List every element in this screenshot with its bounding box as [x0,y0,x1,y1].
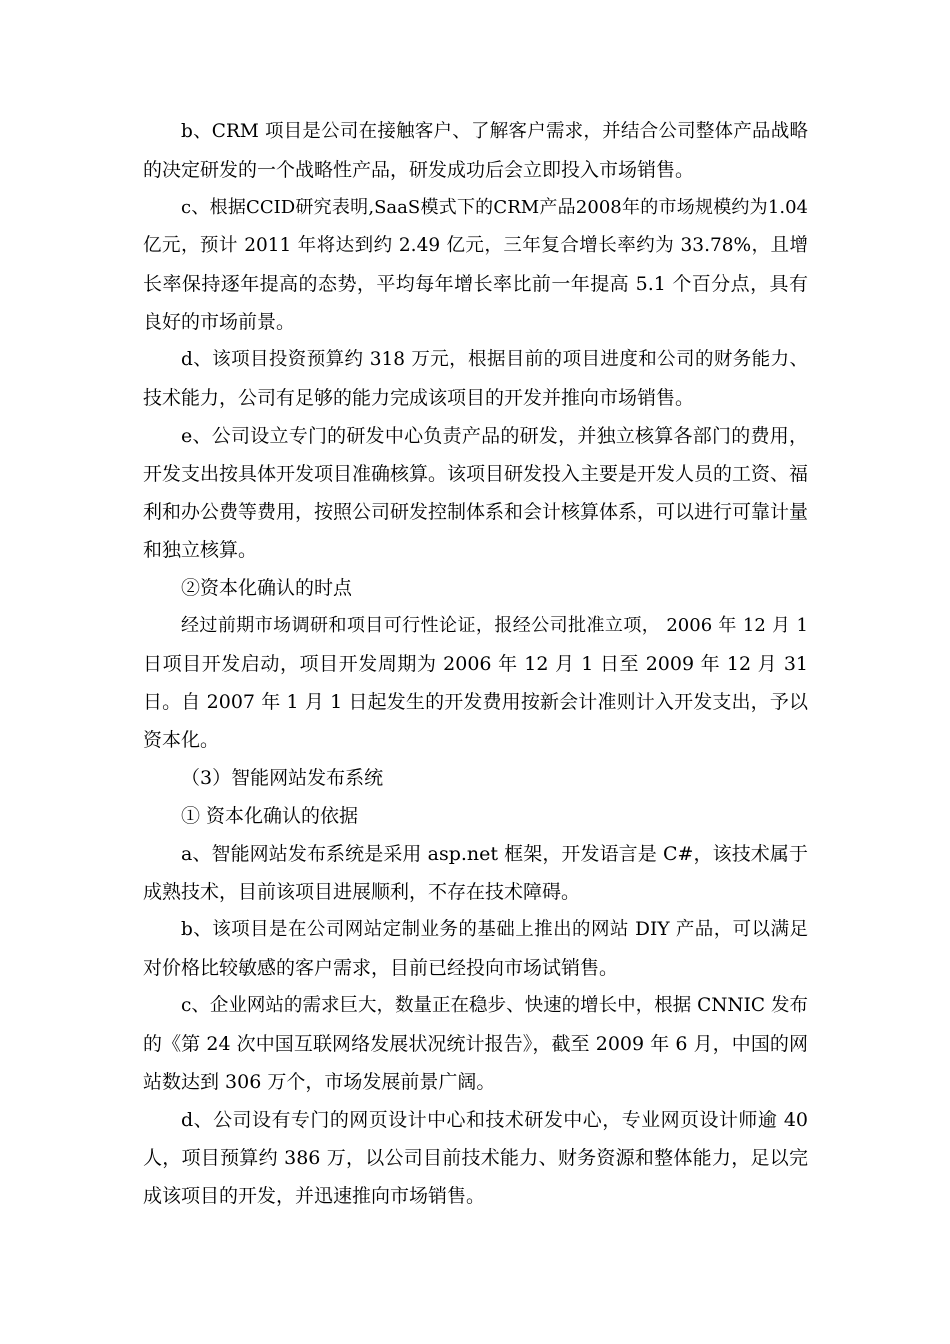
para-timing-line-4: 资本化。 [143,729,220,751]
para-d-design-line-1: d、公司设有专门的网页设计中心和技术研发中心，专业网页设计师逾 40 [181,1109,808,1131]
para-b-crm-line-1: b、CRM 项目是公司在接触客户、了解客户需求，并结合公司整体产品战略 [181,121,808,142]
para-b-diy-line-2: 对价格比较敏感的客户需求，目前已经投向市场试销售。 [143,957,619,979]
para-c-cnnic-line-2: 的《第 24 次中国互联网络发展状况统计报告》，截至 2009 年 6 月，中国的网 [143,1033,808,1055]
section-heading-smart-website-system: （3）智能网站发布系统 [181,767,384,789]
para-a-aspnet-line-1: a、智能网站发布系统是采用 asp.net 框架，开发语言是 C#，该技术属于 [181,843,808,865]
para-d-budget-line-2: 技术能力，公司有足够的能力完成该项目的开发并推向市场销售。 [143,387,695,409]
para-c-cnnic-line-1: c、企业网站的需求巨大，数量正在稳步、快速的增长中，根据 CNNIC 发布 [181,995,808,1016]
para-e-rnd-line-4: 和独立核算。 [143,539,258,561]
para-c-cnnic-line-3: 站数达到 306 万个，市场发展前景广阔。 [143,1071,496,1093]
para-c-ccid-line-2: 亿元，预计 2011 年将达到约 2.49 亿元，三年复合增长率约为 33.78%，且增 [143,235,808,256]
para-c-ccid-line-3: 长率保持逐年提高的态势，平均每年增长率比前一年提高 5.1 个百分点，具有 [143,273,808,295]
para-d-design-line-2: 人，项目预算约 386 万，以公司目前技术能力、财务资源和整体能力，足以完 [143,1147,808,1169]
section-heading-capitalization-timing: ②资本化确认的时点 [181,577,353,599]
para-d-design-line-3: 成该项目的开发，并迅速推向市场销售。 [143,1185,486,1207]
para-timing-line-2: 日项目开发启动，项目开发周期为 2006 年 12 月 1 日至 2009 年 12 月 31 [143,653,808,675]
para-timing-line-3: 日。自 2007 年 1 月 1 日起发生的开发费用按新会计准则计入开发支出，予以 [143,691,808,713]
para-c-ccid-line-1: c、根据CCID研究表明,SaaS模式下的CRM产品2008年的市场规模约为1.04 [181,197,808,218]
para-a-aspnet-line-2: 成熟技术，目前该项目进展顺利，不存在技术障碍。 [143,881,581,903]
para-d-budget-line-1: d、该项目投资预算约 318 万元，根据目前的项目进度和公司的财务能力、 [181,349,808,370]
para-c-ccid-line-4: 良好的市场前景。 [143,311,296,333]
para-e-rnd-line-2: 开发支出按具体开发项目准确核算。该项目研发投入主要是开发人员的工资、福 [143,463,809,485]
para-timing-line-1: 经过前期市场调研和项目可行性论证，报经公司批准立项， 2006 年 12 月 1 [181,615,808,636]
para-b-diy-line-1: b、该项目是在公司网站定制业务的基础上推出的网站 DIY 产品，可以满足 [181,919,808,940]
para-e-rnd-line-3: 利和办公费等费用，按照公司研发控制体系和会计核算体系，可以进行可靠计量 [143,501,809,523]
section-heading-capitalization-basis: ① 资本化确认的依据 [181,805,359,827]
para-e-rnd-line-1: e、公司设立专门的研发中心负责产品的研发，并独立核算各部门的费用， [181,425,808,447]
para-b-crm-line-2: 的决定研发的一个战略性产品，研发成功后会立即投入市场销售。 [143,159,695,181]
